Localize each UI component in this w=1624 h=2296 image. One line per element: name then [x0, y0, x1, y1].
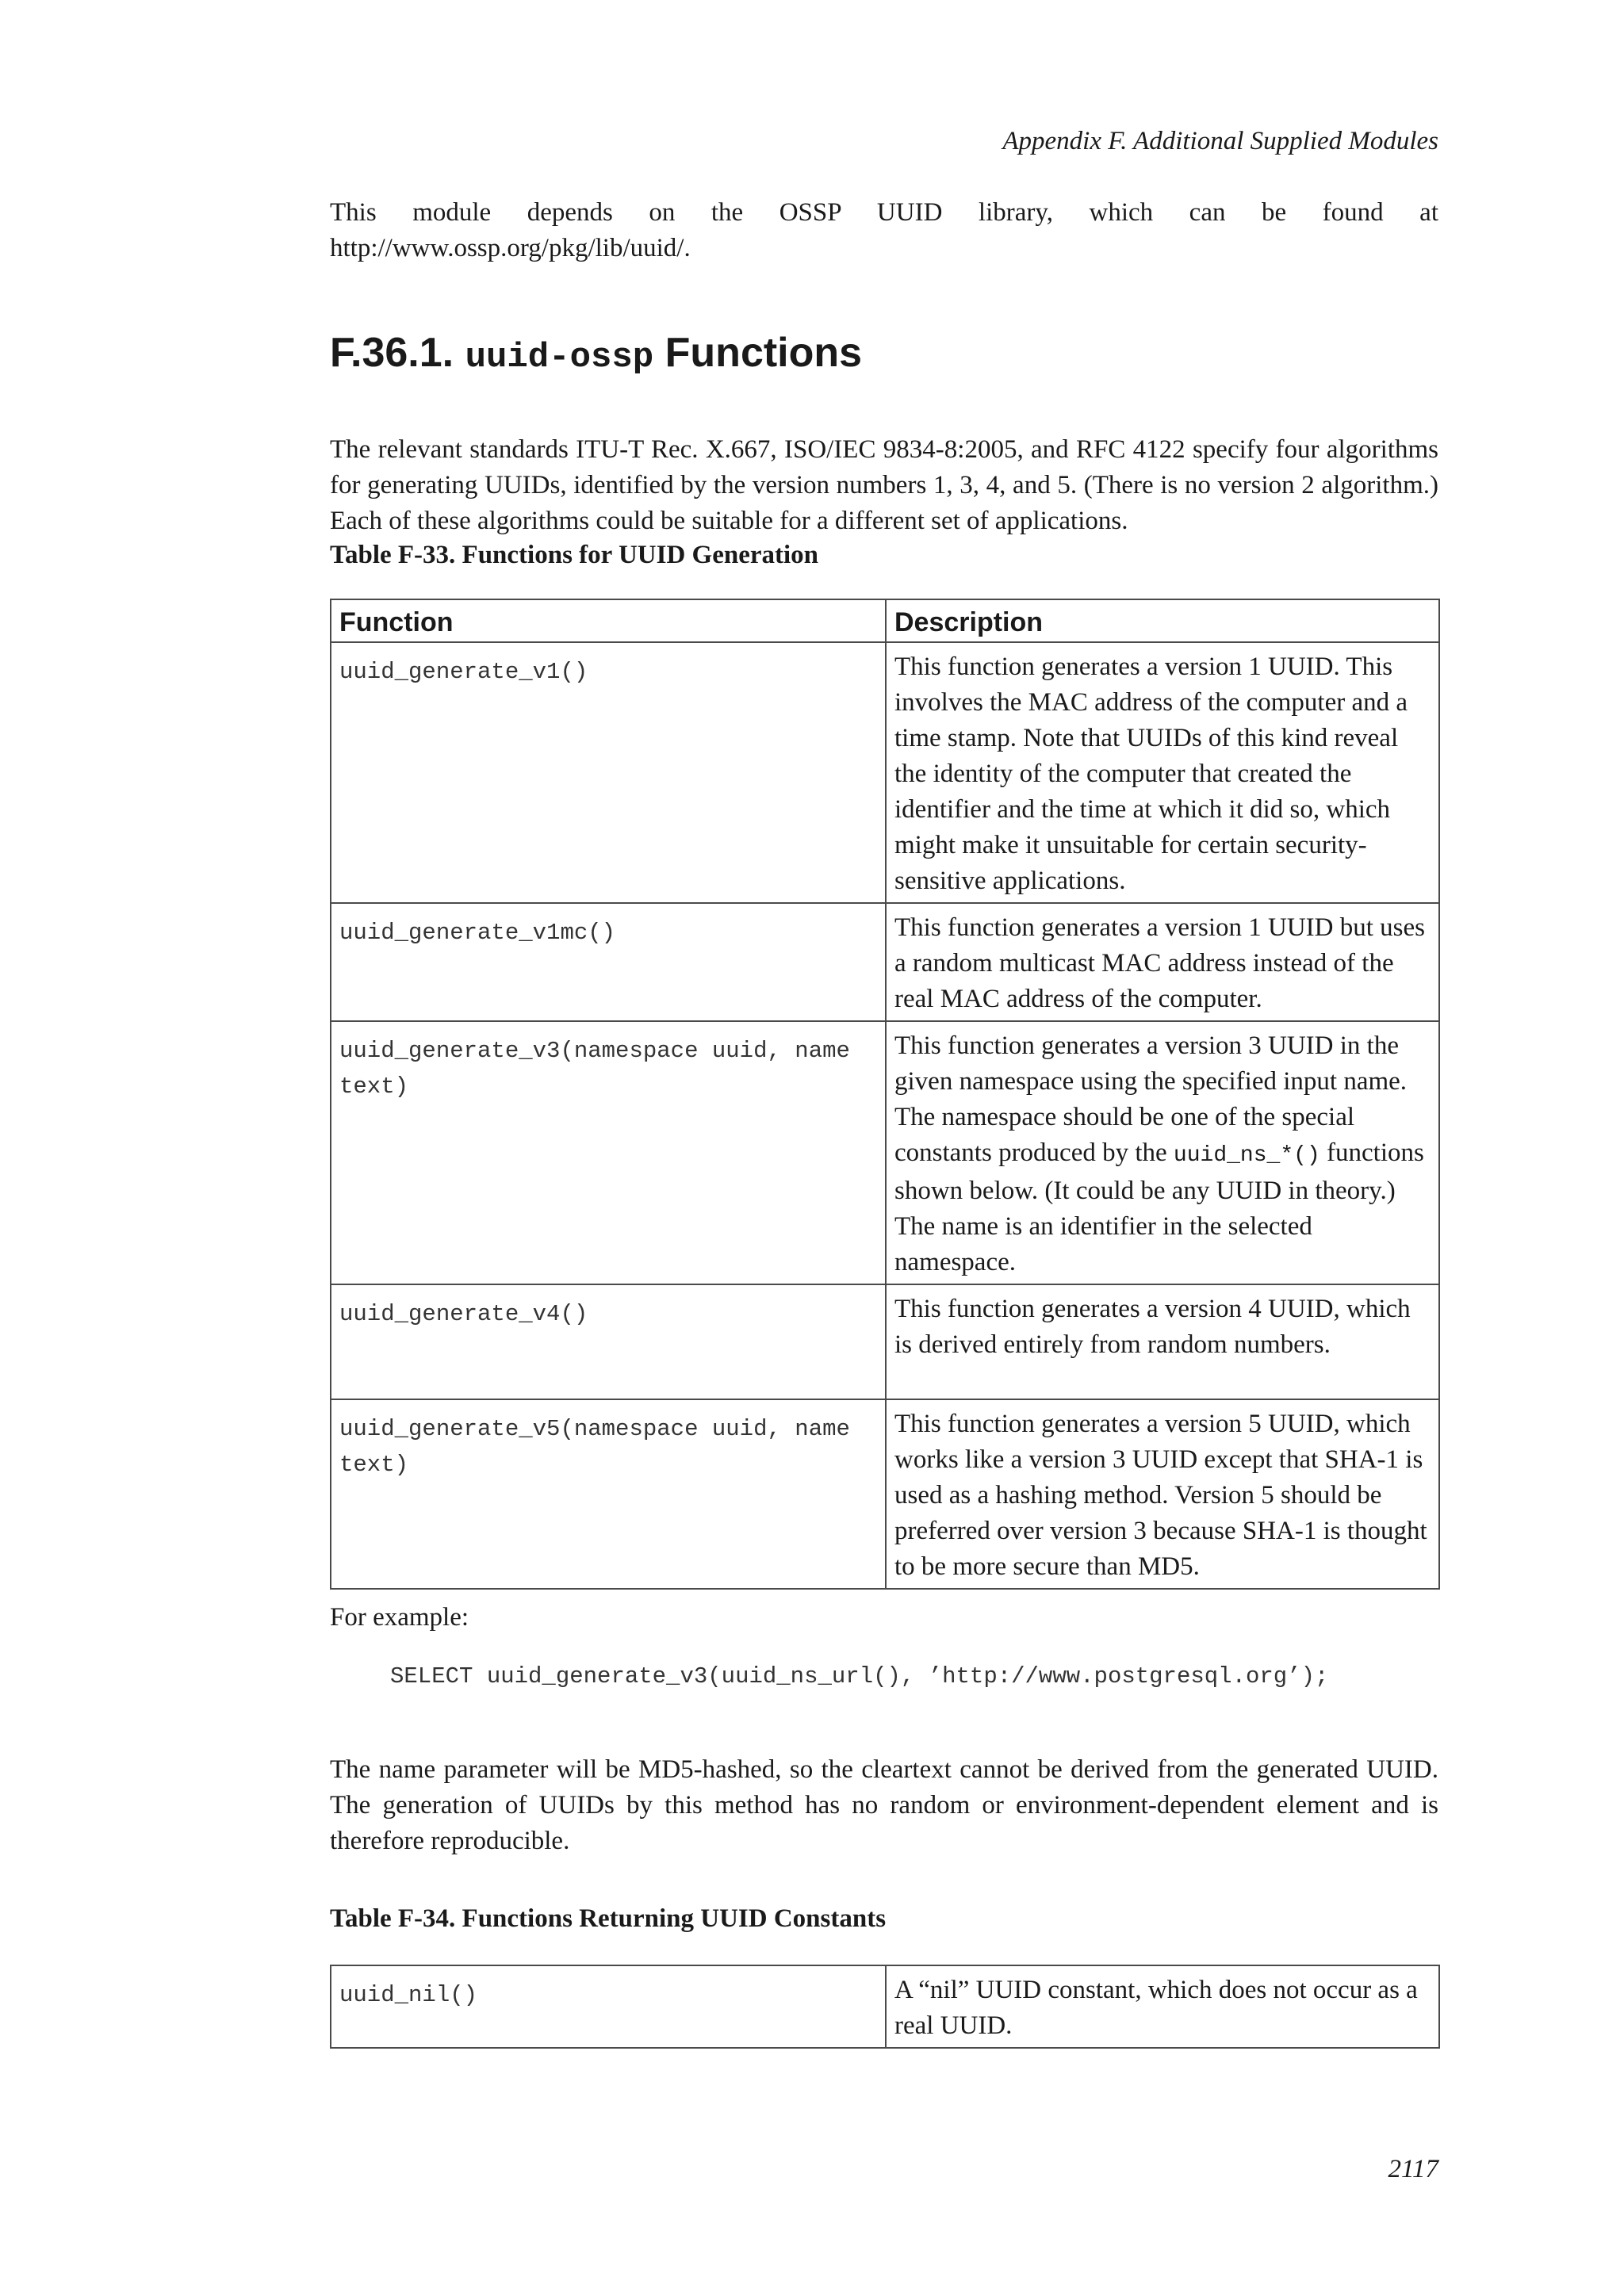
- intro-paragraph: [330, 195, 1438, 266]
- function-name: uuid_nil(): [331, 1965, 886, 2048]
- function-description: This function generates a version 1 UUID but uses a random multicast MAC address instead of the real MAC address of the computer.: [886, 903, 1439, 1021]
- table-row: [331, 1284, 1439, 1399]
- section-title: Functions: [665, 330, 863, 376]
- function-name: uuid_generate_v3(namespace uuid, name text): [331, 1021, 886, 1284]
- example-label: For example:: [330, 1603, 469, 1632]
- page-number: 2117: [1388, 2155, 1438, 2183]
- section-number: F.36.1.: [330, 330, 454, 376]
- function-name: uuid_generate_v1mc(): [331, 903, 886, 1021]
- header-description: Description: [886, 599, 1439, 642]
- table-header-row: [331, 599, 1439, 642]
- ossp-url-link[interactable]: http://www.ossp.org/pkg/lib/uuid/.: [330, 234, 691, 262]
- md5-paragraph: The name parameter will be MD5-hashed, so the cleartext cannot be derived from the generated UUID. The generation of UUIDs by this method has no random or environment-dependent element and is therefore reproducible.: [330, 1755, 1438, 1855]
- running-head: Appendix F. Additional Supplied Modules: [1002, 127, 1438, 155]
- uuid-generation-table: [330, 599, 1440, 1590]
- example-code: SELECT uuid_generate_v3(uuid_ns_url(), ’http://www.postgresql.org’);: [390, 1663, 1329, 1689]
- table-row: [331, 1021, 1439, 1284]
- function-name: uuid_generate_v4(): [331, 1284, 886, 1399]
- table-row: [331, 1399, 1439, 1589]
- function-description: This function generates a version 1 UUID. This involves the MAC address of the computer and a time stamp. Note that UUIDs of this kind reveal the identity of the computer that created the identifier and the time at which it did so, which might make it unsuitable for certain security-sensitive applications.: [886, 642, 1439, 903]
- intro-line-1: This module depends on the OSSP UUID library, which can be found at: [330, 198, 1438, 227]
- header-function: Function: [331, 599, 886, 642]
- table-row: [331, 1965, 1439, 2048]
- function-name: uuid_generate_v1(): [331, 642, 886, 903]
- uuid-constants-table: [330, 1965, 1440, 2049]
- table-row: [331, 642, 1439, 903]
- function-description: This function generates a version 4 UUID, which is derived entirely from random numbers.: [886, 1284, 1439, 1399]
- function-description: A “nil” UUID constant, which does not occur as a real UUID.: [886, 1965, 1439, 2048]
- table-row: [331, 903, 1439, 1021]
- section-code: uuid-ossp: [465, 338, 654, 377]
- standards-paragraph: The relevant standards ITU-T Rec. X.667, ISO/IEC 9834-8:2005, and RFC 4122 specify four algorithms for generating UUIDs, identified by the version numbers 1, 3, 4, and 5. (There is no version 2 algorithm.) Each of these algorithms could be suitable for a different set of applications.: [330, 435, 1438, 535]
- function-description: This function generates a version 3 UUID in the given namespace using the specified input name. The namespace should be one of the special constants produced by the uuid_ns_*() functions shown below. (It could be any UUID in theory.) The name is an identifier in the selected namespace.: [886, 1021, 1439, 1284]
- function-name: uuid_generate_v5(namespace uuid, name text): [331, 1399, 886, 1589]
- uuid-ns-code: uuid_ns_*(): [1173, 1143, 1320, 1168]
- function-description: This function generates a version 5 UUID, which works like a version 3 UUID except that SHA-1 is used as a hashing method. Version 5 should be preferred over version 3 because SHA-1 is thought to be more secure than MD5.: [886, 1399, 1439, 1589]
- table-f34-caption: Table F-34. Functions Returning UUID Constants: [330, 1904, 887, 1933]
- table-f33-caption: Table F-33. Functions for UUID Generation: [330, 541, 819, 569]
- section-heading: [330, 325, 862, 385]
